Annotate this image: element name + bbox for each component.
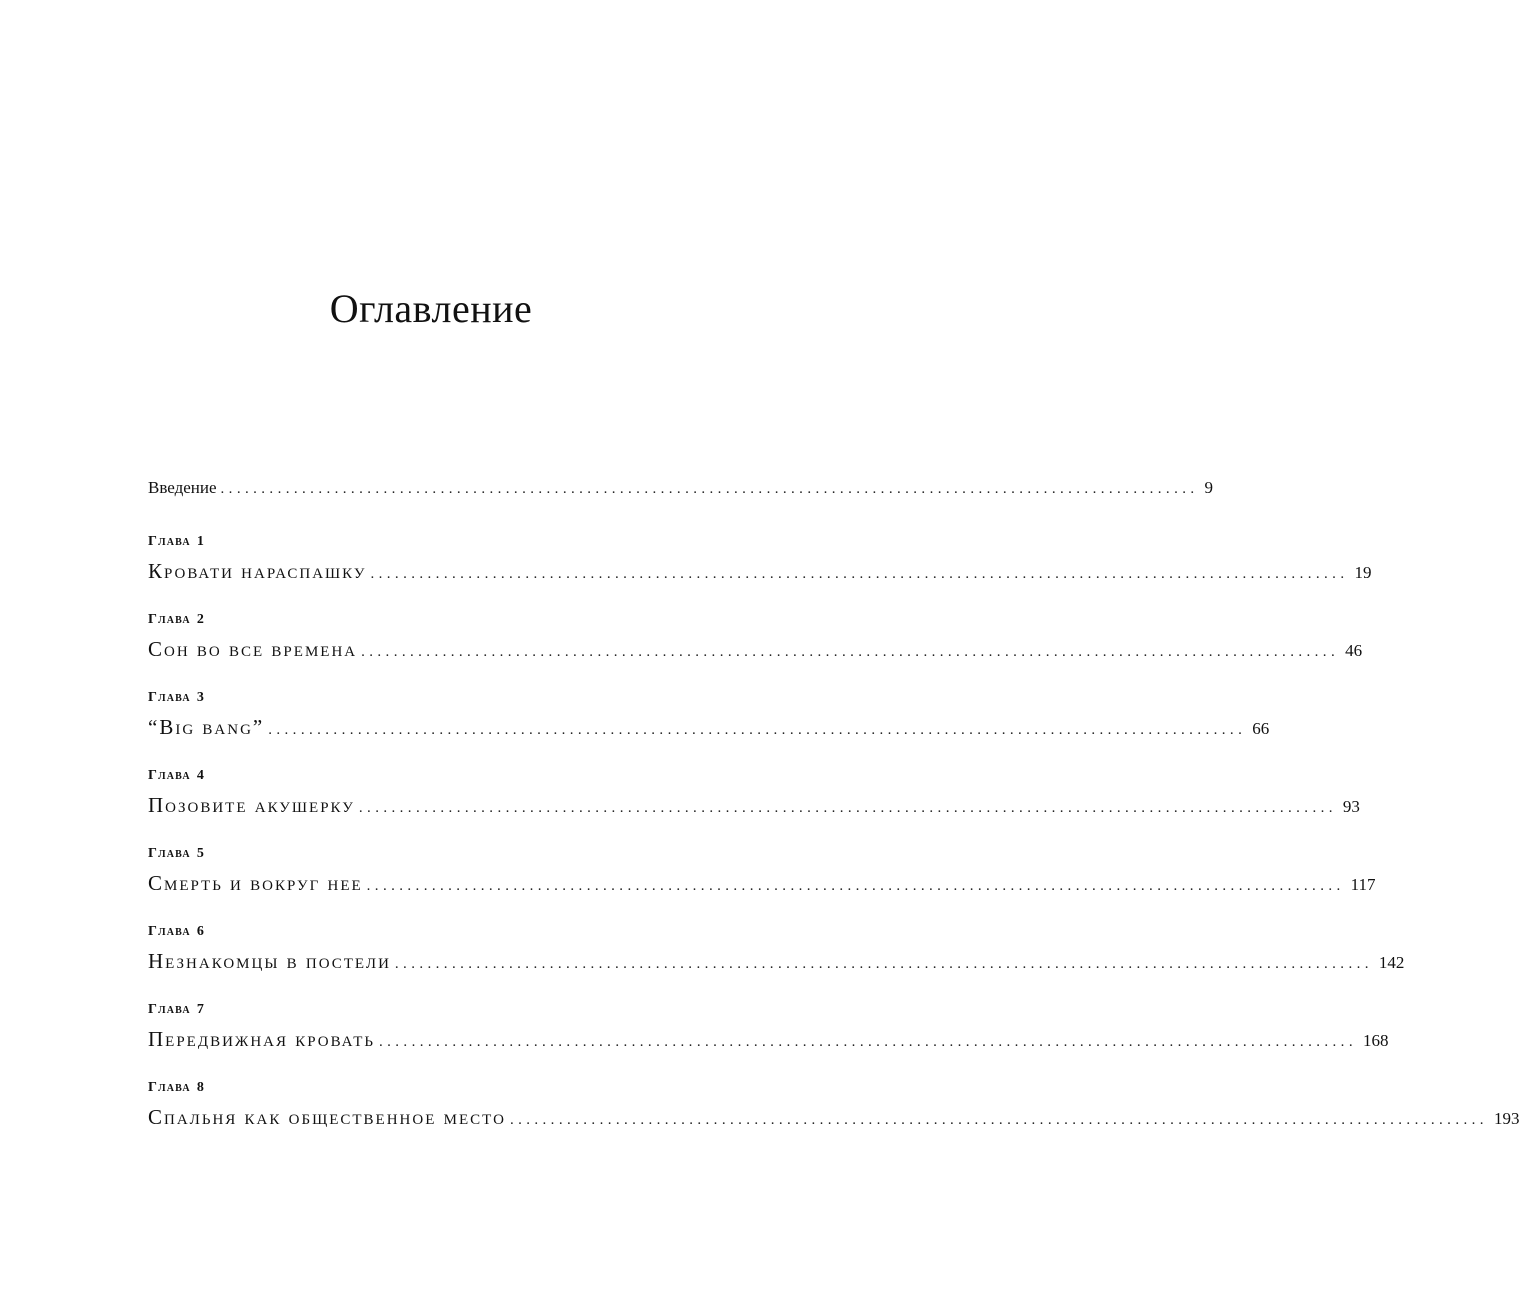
toc-entry-intro[interactable] [148,478,1214,506]
toc-chapter-4[interactable] [148,767,1360,819]
toc-page-number: 9 [1204,478,1214,497]
toc-page-number: 117 [1350,875,1376,894]
toc-chapter-3[interactable] [148,689,1270,741]
table-of-contents [148,478,1519,1131]
toc-entry-title: Кровати нараспашку [148,559,367,583]
toc-page-number: 193 [1493,1109,1519,1128]
toc-entry-title: Смерть и вокруг нее [148,871,363,895]
toc-chapter-8[interactable] [148,1079,1519,1131]
dot-leader: ........................................................................................................................ [509,1112,1488,1128]
toc-chapter-2[interactable] [148,611,1363,663]
dot-leader: ........................................................................................................................ [378,1034,1357,1050]
toc-page-number: 46 [1345,641,1363,660]
toc-page-number: 19 [1354,563,1372,582]
toc-page-number: 93 [1342,797,1360,816]
toc-chapter-1[interactable] [148,533,1372,585]
chapter-label: Глава 2 [148,612,206,627]
chapter-label: Глава 5 [148,846,206,861]
toc-entry-title: “Big bang” [148,715,265,739]
page-title: Оглавление [329,285,533,331]
toc-page-number: 168 [1362,1031,1389,1050]
toc-entry-title: Позовите акушерку [148,793,355,817]
toc-entry-title: Введение [148,478,217,497]
toc-entry-title: Незнакомцы в постели [148,949,391,973]
dot-leader: ........................................................................................................................ [220,481,1199,497]
toc-entry-title: Передвижная кровать [148,1027,375,1051]
chapter-label: Глава 7 [148,1002,206,1017]
toc-entry-title: Сон во все времена [148,637,358,661]
dot-leader: ........................................................................................................................ [358,800,1337,816]
chapter-label: Глава 8 [148,1080,206,1095]
chapter-label: Глава 6 [148,924,206,939]
toc-chapter-5[interactable] [148,845,1376,897]
dot-leader: ........................................................................................................................ [366,878,1345,894]
chapter-label: Глава 3 [148,690,206,705]
chapter-label: Глава 1 [148,534,206,549]
toc-chapter-6[interactable] [148,923,1405,975]
toc-page-number: 142 [1378,953,1405,972]
toc-page-number: 66 [1252,719,1270,738]
toc-chapter-7[interactable] [148,1001,1389,1053]
dot-leader: ........................................................................................................................ [370,566,1349,582]
dot-leader: ........................................................................................................................ [268,722,1247,738]
dot-leader: ........................................................................................................................ [394,956,1373,972]
toc-entry-title: Спальня как общественное место [148,1105,506,1129]
chapter-label: Глава 4 [148,768,206,783]
dot-leader: ........................................................................................................................ [361,644,1340,660]
